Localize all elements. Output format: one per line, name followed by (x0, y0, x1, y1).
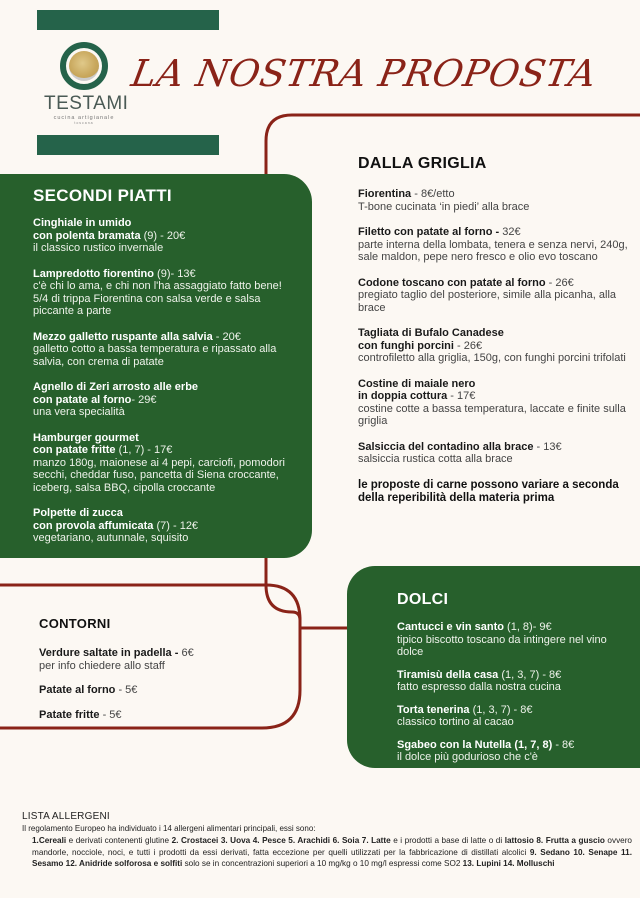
dish-description: salsiccia rustica cotta alla brace (358, 453, 513, 465)
allergen-name: lattosio 8. Frutta a guscio (504, 836, 605, 845)
dish-description: fatto espresso dalla nostra cucina (397, 681, 561, 693)
dish-name: Agnello di Zeri arrosto alle erbe con patate al forno (33, 381, 199, 406)
dolci-panel (347, 566, 640, 768)
dish-name: Sgabeo con la Nutella (1, 7, 8) (397, 738, 553, 751)
dish-description: una vera specialità (33, 406, 125, 418)
dish-price: - 13€ (533, 440, 562, 453)
dish-price: 6€ (178, 647, 194, 659)
allergen-detail: ovvero mandorle, nocciole, noci, e tutti i prodotti da essi derivati, fatta eccezione per quelli utilizzati per la fabbricazione di distillati alcolici (32, 836, 632, 857)
dish-price: (1, 3, 7) - 8€ (469, 703, 533, 716)
dish-name: Costine di maiale nero in doppia cottura (358, 377, 476, 402)
dish-price: - 29€ (131, 393, 157, 406)
dish-description: c'è chi lo ama, e chi non l'ha assaggiato fatto bene! 5/4 di trippa Fiorentina con salsa verde e salsa piccante a parte (33, 280, 282, 317)
allergen-detail: e i prodotti a base di latte o di (390, 836, 505, 845)
restaurant-logo (44, 42, 129, 125)
dish-name: Tagliata di Bufalo Canadese con funghi porcini (358, 327, 504, 352)
menu-item (39, 684, 289, 697)
allergen-detail: solo se in concentrazioni superiori a 10 mg/kg o 10 mg/l espressi come SO2 (182, 859, 463, 868)
section-title: CONTORNI (39, 616, 111, 631)
menu-item (33, 217, 296, 255)
menu-item (397, 621, 630, 659)
allergen-items (22, 835, 632, 870)
dish-name: Patate al forno (39, 684, 116, 696)
menu-item (358, 277, 628, 315)
dish-name: Patate fritte (39, 708, 100, 721)
pasta-plate-icon (60, 42, 108, 90)
allergen-intro: Il regolamento Europeo ha individuato i 14 allergeni alimentari principali, essi sono: (22, 824, 316, 833)
dish-description: controfiletto alla griglia, 150g, con funghi porcini trifolati (358, 352, 626, 364)
menu-note: le proposte di carne possono variare a seconda della reperibilità della materia prima (358, 478, 619, 504)
top-decorative-bar (37, 10, 219, 30)
dish-name: Codone toscano con patate al forno (358, 276, 546, 289)
section-title: DALLA GRIGLIA (358, 155, 487, 172)
bottom-decorative-bar (37, 135, 219, 155)
dish-price: (1, 7) - 17€ (115, 444, 173, 456)
allergen-title: LISTA ALLERGENI (22, 811, 110, 822)
dish-description: classico tortino al cacao (397, 716, 514, 728)
dish-name: Lampredotto fiorentino (33, 267, 154, 280)
allergen-list (22, 811, 632, 870)
dish-price: (7) - 12€ (153, 519, 199, 532)
dish-name: Verdure saltate in padella - (39, 647, 179, 659)
dish-description: il dolce più godurioso che c'è (397, 751, 538, 763)
dish-name: Filetto con patate al forno - (358, 226, 500, 238)
menu-item (33, 432, 296, 495)
dish-price: - 5€ (99, 708, 122, 721)
allergen-detail: e derivati contenenti glutine (66, 836, 172, 845)
allergen-name: 13. Lupini 14. Molluschi (462, 859, 555, 868)
dish-description: costine cotte a bassa temperatura, laccate e finite sulla griglia (358, 402, 626, 427)
logo-subtitle-2: toscana (74, 121, 94, 125)
dish-description: parte interna della lombata, tenera e senza nervi, 240g, sale maldon, pepe nero fresco e olio evo toscano (358, 238, 628, 263)
dish-price: - 26€ (453, 339, 483, 352)
allergen-name: 1.Cereali (32, 836, 67, 845)
page-title: LA NOSTRA PROPOSTA (128, 52, 600, 95)
dish-price: (9) - 20€ (140, 229, 186, 242)
dish-price: - 8€/etto (411, 188, 455, 200)
menu-item (397, 739, 630, 764)
dish-description: per info chiedere allo staff (39, 659, 165, 672)
menu-item (358, 441, 628, 466)
dish-name: Cinghiale in umido con polenta bramata (33, 217, 141, 242)
logo-subtitle: cucina artigianale (53, 115, 115, 121)
menu-item (397, 704, 630, 729)
allergen-name: 9. Sedano 10. Senape 11. Sesamo 12. Anidride solforosa e solfiti (32, 847, 632, 868)
menu-item (397, 669, 630, 694)
allergen-name: 2. Crostacei 3. Uova 4. Pesce 5. Arachidi 6. Soia 7. Latte (171, 836, 391, 845)
dalla-griglia-section (358, 155, 628, 505)
menu-item (39, 709, 289, 722)
dish-description: galletto cotto a bassa temperatura e ripassato alla salvia, con crema di patate (33, 343, 277, 368)
dish-name: Mezzo galletto ruspante alla salvia (33, 330, 213, 343)
dish-description: T-bone cucinata ‘in piedi’ alla brace (358, 200, 530, 213)
menu-item (33, 268, 296, 318)
dish-name: Fiorentina (358, 188, 412, 200)
section-title: SECONDI PIATTI (33, 186, 172, 205)
dish-price: - 5€ (115, 684, 138, 696)
dish-price: - 26€ (545, 276, 574, 289)
dish-description: vegetariano, autunnale, squisito (33, 532, 189, 544)
dish-price: (9)- 13€ (154, 267, 196, 280)
dish-price: (1, 8)- 9€ (503, 621, 552, 633)
dish-price: 32€ (499, 226, 521, 238)
menu-item (39, 647, 289, 672)
dish-name: Salsiccia del contadino alla brace (358, 440, 534, 453)
dish-description: il classico rustico invernale (33, 242, 164, 254)
menu-item (33, 507, 296, 545)
section-title: DOLCI (397, 591, 449, 608)
dish-name: Polpette di zucca con provola affumicata (33, 507, 154, 532)
secondi-piatti-panel (0, 174, 312, 558)
menu-item (33, 381, 296, 419)
dish-name: Hamburger gourmet con patate fritte (33, 431, 139, 456)
logo-name: TESTAMI (44, 93, 129, 114)
menu-item (358, 327, 628, 365)
dish-name: Cantucci e vin santo (397, 621, 504, 633)
dish-description: tipico biscotto toscano da intingere nel vino dolce (397, 633, 607, 658)
dish-name: Torta tenerina (397, 703, 470, 716)
menu-item (33, 331, 296, 369)
dish-description: pregiato taglio del posteriore, simile alla picanha, alla brace (358, 289, 617, 314)
contorni-section (39, 616, 289, 733)
dish-name: Tiramisù della casa (397, 668, 499, 681)
menu-item (358, 226, 628, 264)
menu-item (358, 188, 628, 213)
menu-item (358, 378, 628, 428)
dish-price: - 8€ (552, 738, 575, 751)
dish-price: (1, 3, 7) - 8€ (498, 668, 562, 681)
dish-description: manzo 180g, maionese ai 4 pepi, carciofi, pomodori secchi, cheddar fuso, pancetta di Siena croccante, iceberg, salsa BBQ, cipolla croccante (33, 456, 285, 494)
dish-price: - 17€ (447, 390, 476, 402)
dish-price: - 20€ (212, 330, 241, 343)
